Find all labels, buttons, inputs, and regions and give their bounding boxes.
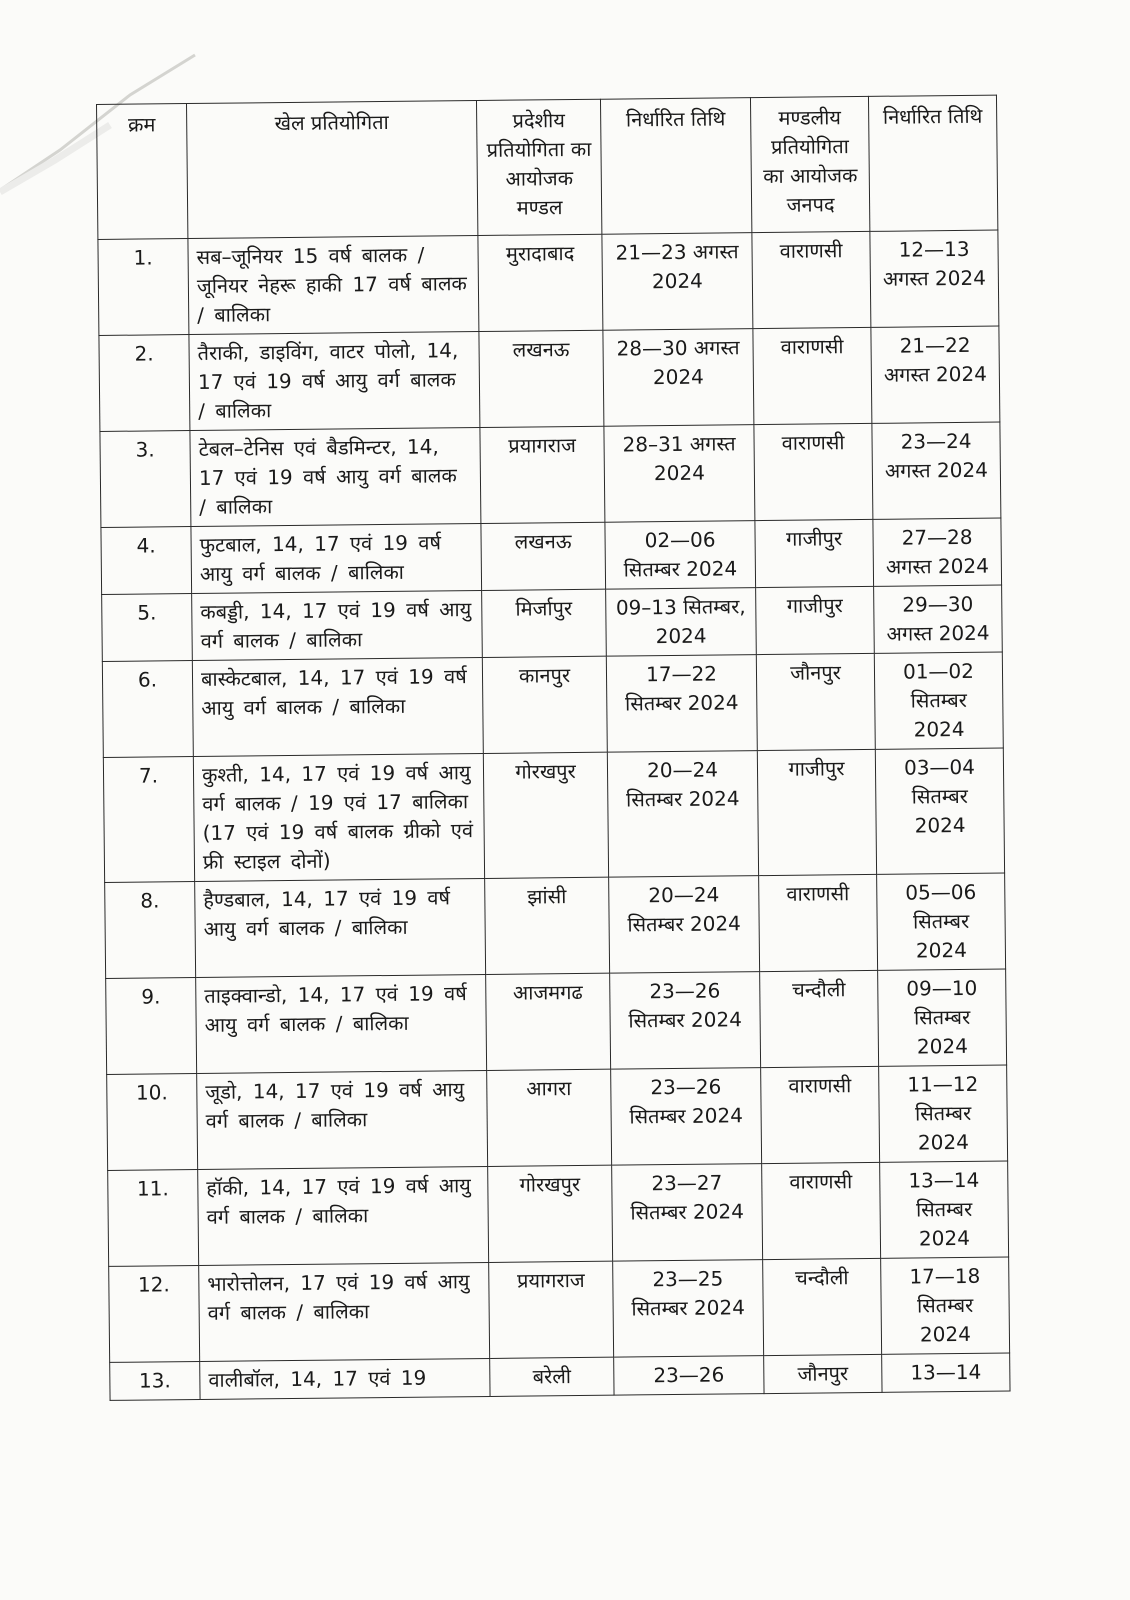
cell-state-organizer: बरेली (490, 1357, 614, 1396)
cell-serial: 4. (101, 527, 192, 595)
cell-state-organizer: प्रयागराज (489, 1261, 614, 1358)
cell-state-organizer: गोरखपुर (488, 1165, 613, 1262)
table-row (102, 652, 1003, 757)
cell-event: वालीबॉल, 14, 17 एवं 19 (200, 1358, 490, 1399)
cell-division-organizer: गाजीपुर (757, 749, 876, 875)
cell-state-date: 17—22 सितम्बर 2024 (606, 655, 757, 753)
cell-event: हैण्डबाल, 14, 17 एवं 19 वर्ष आयु वर्ग बालक / बालिका (195, 878, 486, 977)
table-row (106, 969, 1007, 1074)
cell-event: बास्केटबाल, 14, 17 एवं 19 वर्ष आयु वर्ग बालक / बालिका (192, 657, 483, 756)
cell-division-organizer: वाराणसी (753, 327, 872, 424)
cell-state-organizer: लखनऊ (481, 522, 606, 590)
competition-schedule-table (96, 95, 1011, 1401)
table-row (103, 748, 1004, 882)
table-row (105, 873, 1006, 978)
cell-serial: 5. (102, 594, 193, 662)
cell-division-date: 23—24 अगस्त 2024 (872, 422, 1001, 519)
cell-state-date: 28–31 अगस्त 2024 (604, 425, 755, 523)
cell-state-date: 23—26 सितम्बर 2024 (611, 1068, 762, 1166)
header-division-date: निर्धारित तिथि (868, 95, 997, 231)
header-row (97, 95, 998, 239)
cell-state-date: 28—30 अगस्त 2024 (603, 329, 754, 427)
cell-event: भारोत्तोलन, 17 एवं 19 वर्ष आयु वर्ग बालक / बालिका (199, 1262, 490, 1361)
header-division-organizer: मण्डलीय प्रतियोगिता का आयोजक जनपद (750, 96, 869, 232)
cell-serial: 1. (98, 239, 189, 336)
cell-division-organizer: वाराणसी (761, 1066, 880, 1163)
cell-division-date: 17—18 सितम्बर 2024 (881, 1257, 1010, 1354)
cell-state-date: 23—25 सितम्बर 2024 (613, 1260, 764, 1358)
table-row (99, 326, 1000, 431)
cell-state-organizer: मुरादाबाद (478, 234, 603, 331)
cell-serial: 2. (99, 335, 190, 432)
table-row (107, 1065, 1008, 1170)
cell-division-date: 21—22 अगस्त 2024 (871, 326, 1000, 423)
cell-event: फुटबाल, 14, 17 एवं 19 वर्ष आयु वर्ग बालक / बालिका (191, 523, 482, 593)
header-serial: क्रम (97, 104, 188, 240)
cell-event: हॉकी, 14, 17 एवं 19 वर्ष आयु वर्ग बालक / बालिका (198, 1166, 489, 1265)
cell-serial: 12. (109, 1265, 200, 1362)
cell-state-organizer: आजमगढ (486, 973, 611, 1070)
cell-division-date: 13—14 (882, 1353, 1010, 1392)
cell-state-organizer: कानपुर (482, 656, 607, 753)
header-state-date: निर्धारित तिथि (600, 98, 751, 235)
cell-state-organizer: आगरा (487, 1069, 612, 1166)
cell-state-date: 23—26 (614, 1356, 764, 1396)
cell-division-organizer: गाजीपुर (756, 586, 875, 654)
cell-event: तैराकी, डाइविंग, वाटर पोलो, 14, 17 एवं 19 वर्ष आयु वर्ग बालक / बालिका (189, 332, 480, 431)
cell-division-organizer: गाजीपुर (755, 519, 874, 587)
cell-state-date: 23—26 सितम्बर 2024 (610, 972, 761, 1070)
cell-event: टेबल–टेनिस एवं बैडमिन्टर, 14, 17 एवं 19 वर्ष आयु वर्ग बालक / बालिका (190, 427, 481, 526)
table-row (98, 230, 999, 335)
cell-event: कुश्ती, 14, 17 एवं 19 वर्ष आयु वर्ग बालक / 19 एवं 17 बालिका (17 एवं 19 वर्ष बालक ग्रीको एवं फ्री स्टाइल दोनों) (193, 753, 484, 881)
table-row (102, 585, 1003, 661)
cell-division-date: 11—12 सितम्बर 2024 (879, 1065, 1008, 1162)
cell-state-date: 23—27 सितम्बर 2024 (612, 1164, 763, 1262)
cell-division-organizer: चन्दौली (763, 1258, 882, 1355)
cell-division-organizer: वाराणसी (752, 231, 871, 328)
cell-serial: 13. (110, 1361, 200, 1400)
cell-division-date: 13—14 सितम्बर 2024 (880, 1161, 1009, 1258)
cell-serial: 11. (108, 1169, 199, 1266)
cell-serial: 6. (102, 661, 193, 758)
cell-serial: 10. (107, 1073, 198, 1170)
cell-division-date: 09—10 सितम्बर 2024 (878, 969, 1007, 1066)
cell-serial: 8. (105, 882, 196, 979)
cell-state-organizer: प्रयागराज (480, 426, 605, 523)
cell-division-organizer: वाराणसी (754, 423, 873, 520)
cell-serial: 3. (100, 431, 191, 528)
table-row (108, 1161, 1009, 1266)
cell-division-organizer: वाराणसी (759, 874, 878, 971)
cell-event: सब–जूनियर 15 वर्ष बालक / जूनियर नेहरू हाकी 17 वर्ष बालक / बालिका (188, 236, 479, 335)
table-row (110, 1353, 1010, 1400)
cell-division-date: 27—28 अगस्त 2024 (873, 518, 1002, 586)
cell-event: कबड्डी, 14, 17 एवं 19 वर्ष आयु वर्ग बालक / बालिका (192, 590, 483, 660)
cell-division-organizer: चन्दौली (760, 970, 879, 1067)
table-row (101, 518, 1002, 594)
cell-serial: 7. (103, 757, 194, 883)
cell-state-organizer: गोरखपुर (483, 752, 608, 878)
cell-division-organizer: वाराणसी (762, 1162, 881, 1259)
cell-division-date: 05—06 सितम्बर 2024 (877, 873, 1006, 970)
cell-division-date: 29—30 अगस्त 2024 (874, 585, 1003, 653)
cell-division-date: 03—04 सितम्बर 2024 (875, 748, 1004, 874)
table-row (100, 422, 1001, 527)
header-event: खेल प्रतियोगिता (187, 101, 478, 239)
cell-state-date: 09–13 सितम्बर, 2024 (606, 588, 757, 657)
cell-state-date: 02—06 सितम्बर 2024 (605, 521, 756, 590)
cell-state-organizer: लखनऊ (479, 330, 604, 427)
cell-division-organizer: जौनपुर (756, 653, 875, 750)
cell-state-date: 20—24 सितम्बर 2024 (607, 751, 758, 878)
cell-event: ताइक्वान्डो, 14, 17 एवं 19 वर्ष आयु वर्ग बालक / बालिका (196, 974, 487, 1073)
cell-state-date: 20—24 सितम्बर 2024 (609, 876, 760, 974)
cell-serial: 9. (106, 978, 197, 1075)
cell-division-date: 12—13 अगस्त 2024 (870, 230, 999, 327)
cell-division-organizer: जौनपुर (764, 1354, 882, 1393)
cell-state-date: 21—23 अगस्त 2024 (602, 233, 753, 331)
cell-event: जूडो, 14, 17 एवं 19 वर्ष आयु वर्ग बालक / बालिका (197, 1070, 488, 1169)
cell-state-organizer: मिर्जापुर (482, 589, 607, 657)
header-state-organizer: प्रदेशीय प्रतियोगिता का आयोजक मण्डल (476, 99, 601, 235)
schedule-sheet (96, 104, 996, 1401)
cell-division-date: 01—02 सितम्बर 2024 (874, 652, 1003, 749)
table-row (109, 1257, 1010, 1362)
cell-state-organizer: झांसी (485, 877, 610, 974)
